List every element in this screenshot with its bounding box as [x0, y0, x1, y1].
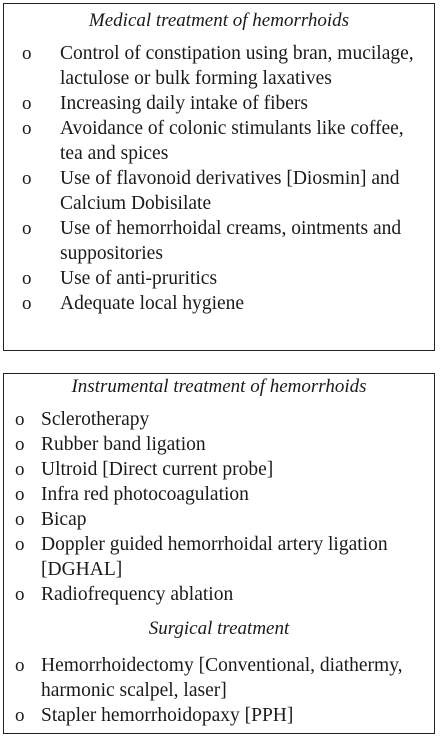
surgical-treatment-list [4, 653, 434, 728]
list-item [4, 166, 434, 216]
list-item-text: Use of hemorrhoidal creams, ointments and suppositories [60, 218, 402, 264]
medical-treatment-list [4, 41, 434, 316]
list-item [4, 582, 434, 607]
list-item [4, 653, 434, 703]
list-item-text: Doppler guided hemorrhoidal artery ligation [DGHAL] [41, 534, 388, 580]
bullet-marker: o [22, 43, 32, 64]
bullet-marker: o [22, 118, 32, 139]
list-item [4, 703, 434, 728]
list-item-text: Use of anti-pruritics [60, 268, 218, 289]
bullet-marker: o [15, 409, 25, 430]
list-item [4, 507, 434, 532]
bullet-marker: o [22, 268, 32, 289]
list-item-text: Ultroid [Direct current probe] [41, 459, 274, 480]
list-item-text: Bicap [41, 509, 87, 530]
bullet-marker: o [22, 168, 32, 189]
list-item-text: Adequate local hygiene [60, 293, 245, 314]
list-item [4, 432, 434, 457]
bullet-marker: o [15, 534, 25, 555]
bullet-marker: o [15, 705, 25, 726]
bullet-marker: o [15, 655, 25, 676]
list-item-text: Radiofrequency ablation [41, 584, 234, 605]
list-item-text: Avoidance of colonic stimulants like coffee, tea and spices [60, 118, 404, 164]
bullet-marker: o [22, 218, 32, 239]
instrumental-treatment-list [4, 407, 434, 607]
list-item-text: Control of constipation using bran, mucilage, lactulose or bulk forming laxatives [60, 43, 414, 89]
list-item-text: Sclerotherapy [41, 409, 150, 430]
list-item-text: Rubber band ligation [41, 434, 206, 455]
list-item-text: Increasing daily intake of fibers [60, 93, 308, 114]
list-item [4, 291, 434, 316]
list-item [4, 41, 434, 91]
medical-treatment-title: Medical treatment of hemorrhoids [88, 10, 350, 31]
surgical-treatment-title: Surgical treatment [148, 618, 290, 639]
bullet-marker: o [22, 293, 32, 314]
list-item [4, 116, 434, 166]
bullet-marker: o [15, 434, 25, 455]
instrumental-treatment-title: Instrumental treatment of hemorrhoids [71, 376, 367, 397]
instrumental-surgical-treatment-box [3, 373, 435, 734]
bullet-marker: o [15, 459, 25, 480]
list-item-text: Infra red photocoagulation [41, 484, 249, 505]
list-item-text: Hemorrhoidectomy [Conventional, diathermy, harmonic scalpel, laser] [41, 655, 403, 701]
bullet-marker: o [15, 484, 25, 505]
list-item [4, 482, 434, 507]
bullet-marker: o [15, 509, 25, 530]
bullet-marker: o [22, 93, 32, 114]
list-item [4, 216, 434, 266]
list-item [4, 532, 434, 582]
list-item-text: Use of flavonoid derivatives [Diosmin] and Calcium Dobisilate [60, 168, 400, 214]
bullet-marker: o [15, 584, 25, 605]
list-item [4, 91, 434, 116]
list-item [4, 457, 434, 482]
list-item [4, 266, 434, 291]
medical-treatment-box [3, 3, 435, 351]
list-item [4, 407, 434, 432]
list-item-text: Stapler hemorrhoidopaxy [PPH] [41, 705, 294, 726]
